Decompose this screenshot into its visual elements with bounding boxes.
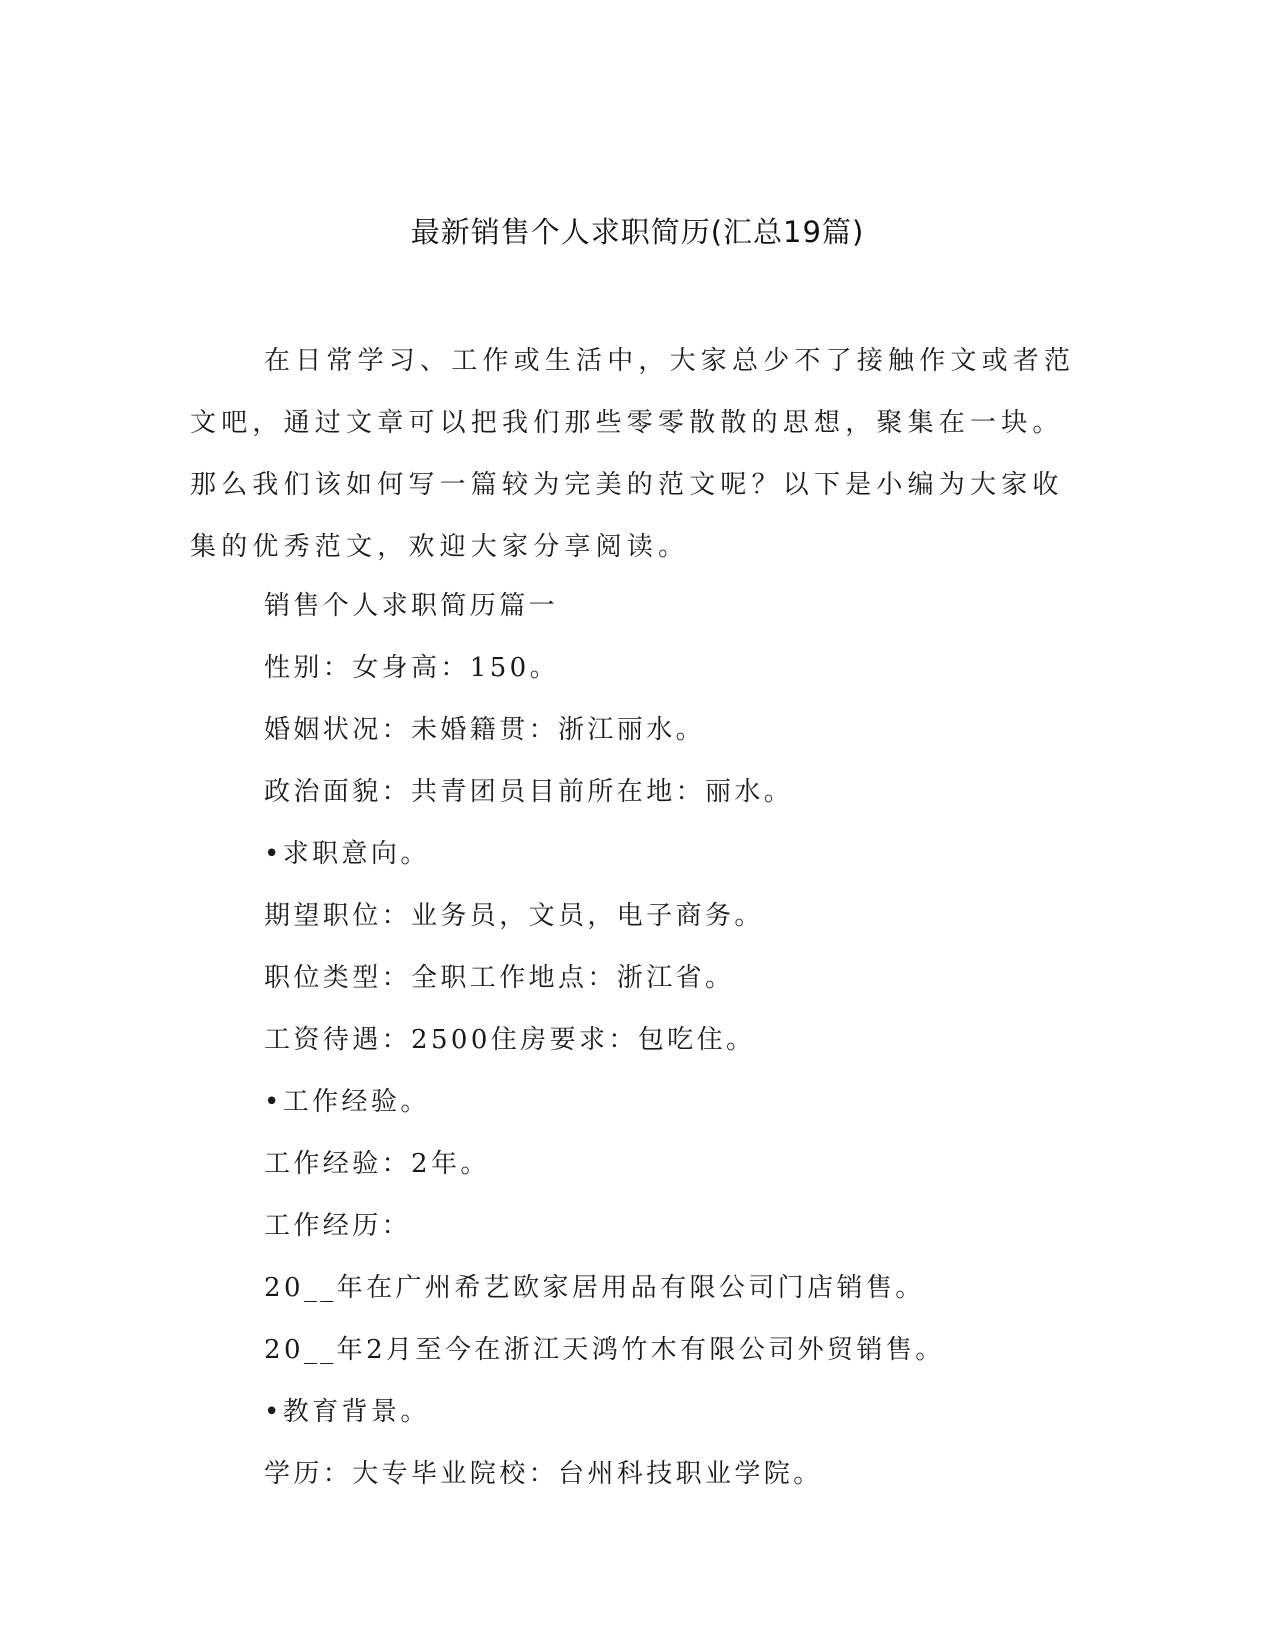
resume-line-political-location: 政治面貌：共青团员目前所在地：丽水。 <box>264 777 794 807</box>
resume-line-salary-housing: 工资待遇：2500住房要求：包吃住。 <box>264 1025 756 1055</box>
resume-line-work-history-label: 工作经历： <box>264 1211 412 1241</box>
resume-line-history-2: 20__年2月至今在浙江天鸿竹木有限公司外贸销售。 <box>264 1335 945 1365</box>
resume-section-heading: 销售个人求职简历篇一 <box>264 591 559 621</box>
resume-line-experience-years: 工作经验：2年。 <box>264 1149 490 1179</box>
resume-line-gender-height: 性别：女身高：150。 <box>264 653 560 683</box>
resume-line-desired-position: 期望职位：业务员，文员，电子商务。 <box>264 901 764 931</box>
resume-line-marital-origin: 婚姻状况：未婚籍贯：浙江丽水。 <box>264 715 706 745</box>
resume-line-education: 学历：大专毕业院校：台州科技职业学院。 <box>264 1459 823 1489</box>
resume-line-job-type: 职位类型：全职工作地点：浙江省。 <box>264 963 735 993</box>
resume-bullet-education: •教育背景。 <box>264 1397 430 1427</box>
resume-bullet-work-experience: •工作经验。 <box>264 1087 430 1117</box>
resume-line-history-1: 20__年在广州希艺欧家居用品有限公司门店销售。 <box>264 1273 925 1303</box>
document-title: 最新销售个人求职简历(汇总19篇) <box>410 215 865 249</box>
resume-lines <box>264 575 1164 1505</box>
intro-paragraph: 在日常学习、工作或生活中，大家总少不了接触作文或者范文吧，通过文章可以把我们那些零零散散的思想，聚集在一块。那么我们该如何写一篇较为完美的范文呢？以下是小编为大家收集的优秀范文，欢迎大家分享阅读。 <box>190 346 1076 562</box>
resume-bullet-job-intention: •求职意向。 <box>264 839 430 869</box>
